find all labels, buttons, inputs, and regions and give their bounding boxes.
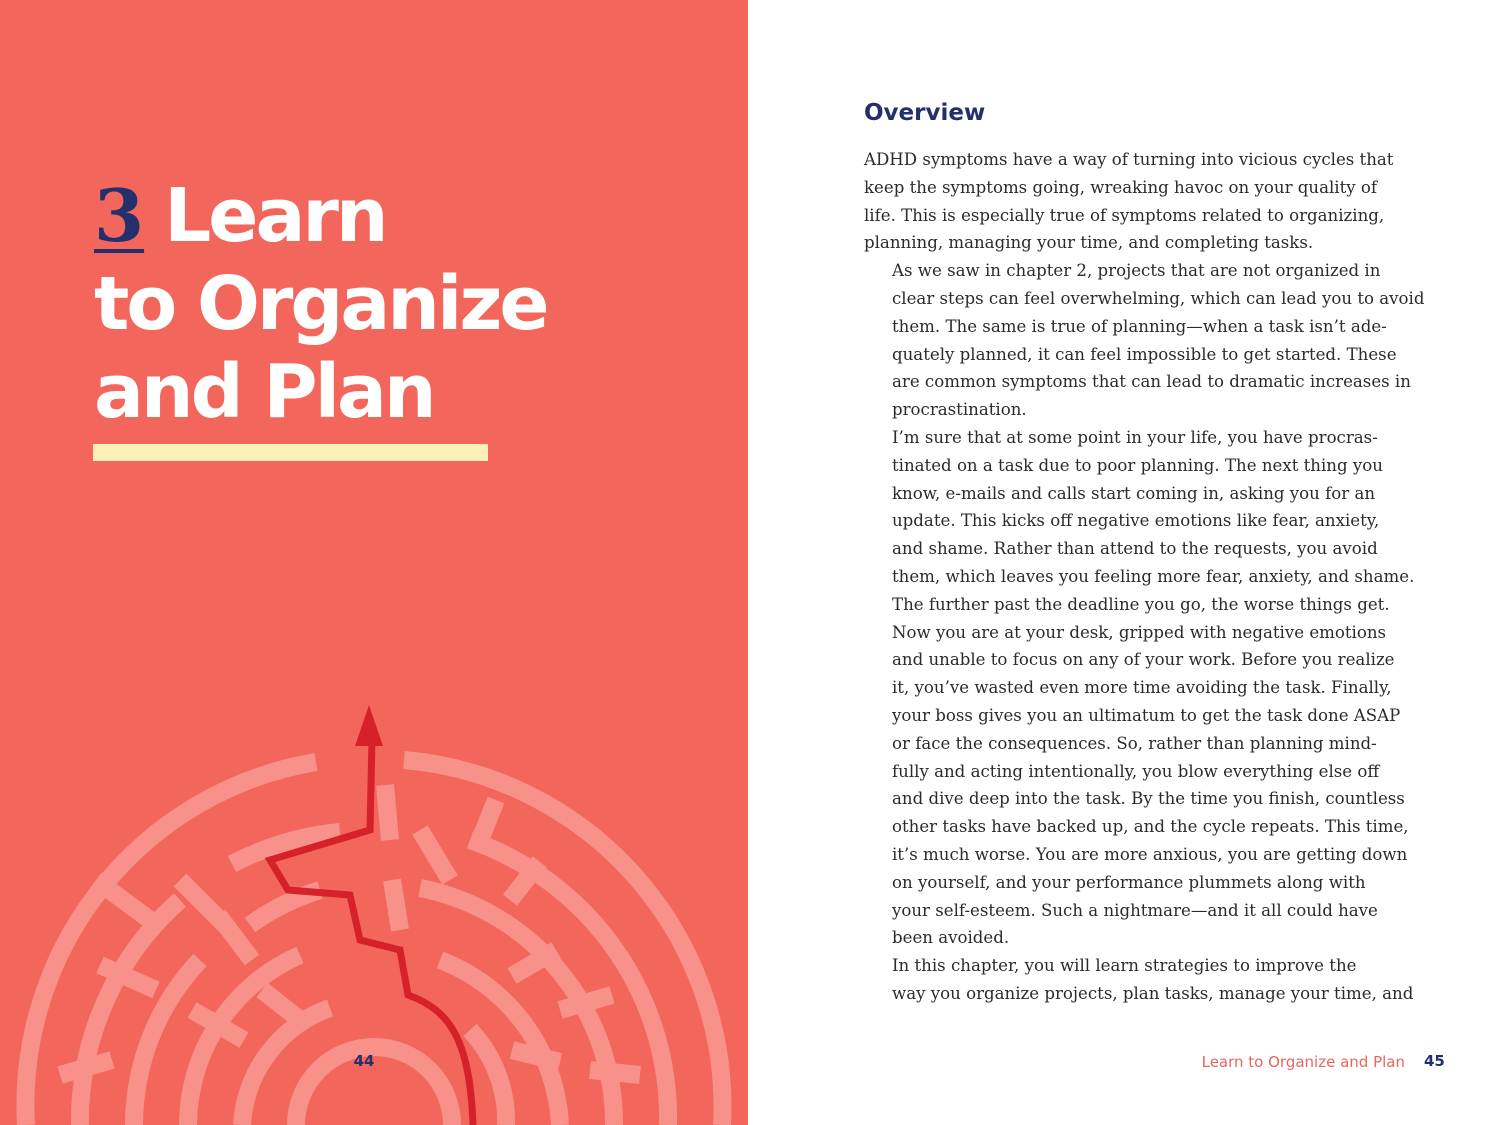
text-line: and unable to focus on any of your work. Before you realize [892,650,1395,670]
paragraph [864,146,1410,257]
text-line: The further past the deadline you go, the worse things get. [892,594,1390,614]
chapter-title-line-2: to Organize [94,261,547,347]
chapter-title [94,172,547,436]
text-line: fully and acting intentionally, you blow everything else off [892,761,1380,781]
text-line: other tasks have backed up, and the cycle repeats. This time, [892,817,1409,837]
text-line: and shame. Rather than attend to the requests, you avoid [892,539,1378,559]
section-heading: Overview [864,100,986,126]
text-line: been avoided. [892,928,1010,948]
text-line: tinated on a task due to poor planning. The next thing you [892,455,1383,475]
paragraph [864,257,1425,424]
chapter-number: 3 [94,173,145,258]
text-line: ADHD symptoms have a way of turning into vicious cycles that [864,150,1394,169]
running-footer-title: Learn to Organize and Plan [1201,1053,1405,1071]
text-line: your self-esteem. Such a nightmare—and it all could have [892,900,1378,920]
text-line: Now you are at your desk, gripped with negative emotions [892,622,1387,642]
text-line: In this chapter, you will learn strategies to improve the [892,956,1357,976]
text-line: life. This is especially true of symptoms related to organizing, [864,205,1385,225]
text-line: know, e-mails and calls start coming in, asking you for an [892,483,1376,503]
text-line: it, you’ve wasted even more time avoiding the task. Finally, [892,678,1392,698]
text-line: clear steps can feel overwhelming, which can lead you to avoid [892,288,1425,308]
text-line: them. The same is true of planning—when a task isn’t ade- [892,316,1387,336]
text-line: or face the consequences. So, rather than planning mind- [892,733,1377,753]
text-line: quately planned, it can feel impossible to get started. These [892,344,1397,364]
text-line: your boss gives you an ultimatum to get the task done ASAP [892,705,1401,725]
text-line: them, which leaves you feeling more fear, anxiety, and shame. [892,566,1415,586]
text-line: way you organize projects, plan tasks, manage your time, and [892,983,1414,1003]
text-line: procrastination. [892,400,1027,420]
text-line: update. This kicks off negative emotions like fear, anxiety, [892,511,1380,531]
page-number-right: 45 [1424,1052,1445,1070]
page-number-left: 44 [353,1052,375,1070]
text-line: planning, managing your time, and completing tasks. [864,233,1314,253]
chapter-title-line-1: 3 Learn [94,173,386,259]
right-page [748,0,1500,1125]
paragraph [864,424,1415,952]
chapter-title-line-3: and Plan [94,349,434,435]
body-text [864,146,1425,1008]
text-line: are common symptoms that can lead to dramatic increases in [892,372,1411,392]
text-line: it’s much worse. You are more anxious, you are getting down [892,844,1408,864]
paragraph [864,952,1414,1008]
text-line: keep the symptoms going, wreaking havoc on your quality of [864,177,1378,197]
title-underline-bar [93,444,488,461]
text-line: and dive deep into the task. By the time you finish, countless [892,789,1405,809]
text-line: on yourself, and your performance plummets along with [892,872,1366,892]
left-page [0,0,748,1125]
text-line: As we saw in chapter 2, projects that are not organized in [892,261,1381,281]
maze-with-arrow-icon [0,0,748,1125]
text-line: I’m sure that at some point in your life, you have procras- [892,427,1378,447]
